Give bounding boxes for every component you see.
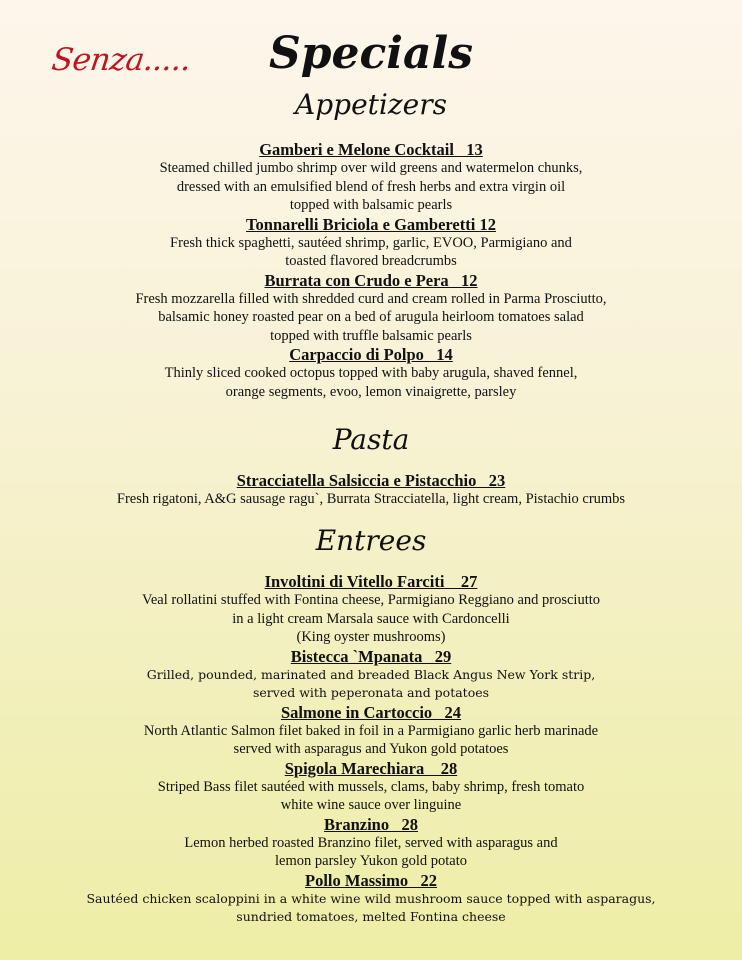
item-name: Involtini di Vitello Farciti 27 [264,572,478,591]
item-name: Spigola Marechiara 28 [284,758,458,778]
description-line: Fresh thick spaghetti, sautéed shrimp, garlic, EVOO, Parmigiano and [170,234,572,251]
description-line: Fresh rigatoni, A&G sausage ragu`, Burrata Stracciatella, light cream, Pistachio crumbs [116,491,626,507]
item-description [0,834,742,871]
item-name: Branzino 28 [324,814,418,834]
description-line: served with peperonata and potatoes [252,685,490,700]
item-name: Carpaccio di Polpo 14 [289,345,453,364]
item-description [0,778,742,815]
pasta-list [0,471,742,509]
description-line: topped with truffle balsamic pearls [270,327,472,344]
description-line: white wine sauce over linguine [280,797,462,813]
item-name: Bistecca `Mpanata 29 [290,646,452,666]
page-title-text: Specials [268,28,474,79]
menu-item [0,572,742,647]
item-description [0,490,742,509]
appetizers-list [0,140,742,401]
description-line: dressed with an emulsified blend of fresh herbs and extra virgin oil [176,178,566,195]
menu-item [0,215,742,271]
description-line: sundried tomatoes, melted Fontina cheese [236,909,506,924]
description-line: Sautéed chicken scaloppini in a white wine wild mushroom sauce topped with asparagus, [86,890,656,906]
description-line: Steamed chilled jumbo shrimp over wild greens and watermelon chunks, [159,160,583,176]
menu-item [0,871,742,927]
description-line: Striped Bass filet sautéed with mussels, clams, baby shrimp, fresh tomato [157,778,585,795]
item-name: Stracciatella Salsiccia e Pistacchio 23 [236,471,506,490]
description-line: Veal rollatini stuffed with Fontina cheese, Parmigiano Reggiano and prosciutto [142,592,600,608]
menu-item [0,471,742,509]
menu-item [0,703,742,759]
description-line: served with asparagus and Yukon gold potatoes [233,741,509,757]
description-line: lemon parsley Yukon gold potato [275,853,467,869]
item-description [0,364,742,401]
item-name: Burrata con Crudo e Pera 12 [264,270,478,290]
item-description [0,890,742,927]
section-title-entrees: Entrees [315,524,427,557]
description-line: topped with balsamic pearls [289,197,453,213]
menu-item [0,647,742,703]
description-line: (King oyster mushrooms) [296,629,446,645]
description-line: Fresh mozzarella filled with shredded curd and cream rolled in Parma Prosciutto, [135,290,607,307]
item-description [0,666,742,703]
description-line: North Atlantic Salmon filet baked in foil in a Parmigiano garlic herb marinade [143,722,599,739]
item-description [0,234,742,271]
description-line: in a light cream Marsala sauce with Cardoncelli [232,610,510,627]
item-name: Tonnarelli Briciola e Gamberetti 12 [246,214,496,234]
menu-item [0,140,742,215]
item-name: Gamberi e Melone Cocktail 13 [259,140,483,159]
description-line: toasted flavored breadcrumbs [285,253,457,269]
item-name: Salmone in Cartoccio 24 [280,702,462,722]
item-description [0,290,742,346]
section-title-appetizers: Appetizers [295,88,447,121]
menu-item [0,759,742,815]
item-description [0,159,742,215]
menu-item [0,271,742,346]
menu-item [0,345,742,401]
page-title [0,28,742,79]
item-name: Pollo Massimo 22 [305,870,437,890]
description-line: Thinly sliced cooked octopus topped with baby arugula, shaved fennel, [164,365,578,381]
description-line: Grilled, pounded, marinated and breaded Black Angus New York strip, [146,666,596,682]
item-description [0,591,742,647]
section-title-pasta: Pasta [332,423,410,456]
menu-item [0,815,742,871]
entrees-list [0,572,742,927]
brand-logo: Senza..... [49,42,194,78]
description-line: orange segments, evoo, lemon vinaigrette, parsley [225,383,517,400]
description-line: balsamic honey roasted pear on a bed of arugula heirloom tomatoes salad [158,309,584,325]
description-line: Lemon herbed roasted Branzino filet, served with asparagus and [184,834,558,851]
item-description [0,722,742,759]
